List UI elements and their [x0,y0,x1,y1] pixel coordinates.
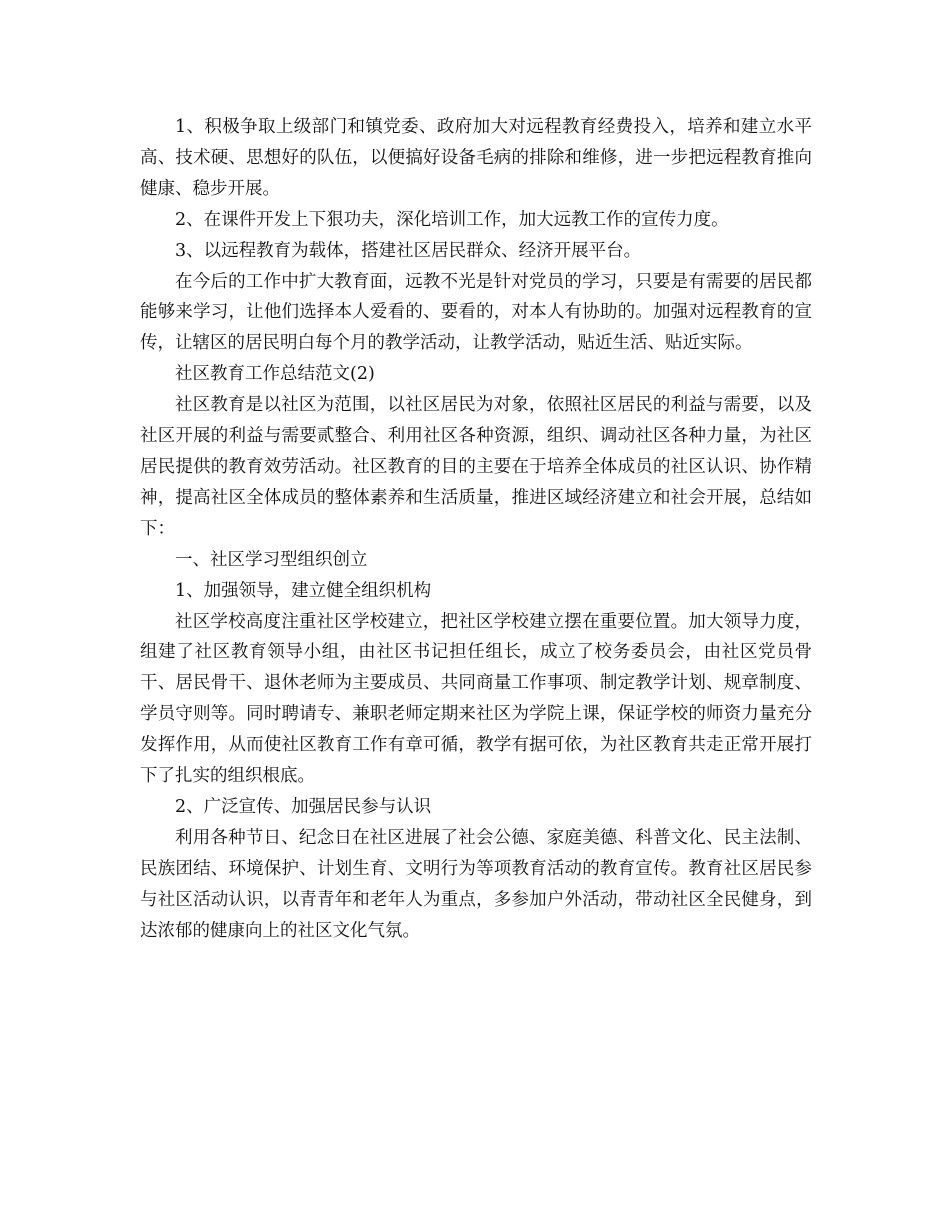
paragraph-intro: 社区教育是以社区为范围，以社区居民为对象，依照社区居民的利益与需要，以及社区开展的利益与需要贰整合、利用社区各种资源，组织、调动社区各种力量，为社区居民提供的教育效劳活动。社区教育的目的主要在于培养全体成员的社区认识、协作精神，提高社区全体成员的整体素养和生活质量，推进区域经济建立和社会开展，总结如下： [140,395,812,539]
paragraph-future-work: 在今后的工作中扩大教育面，远教不光是针对党员的学习，只要是有需要的居民都能够来学习，让他们选择本人爱看的、要看的，对本人有协助的。加强对远程教育的宣传，让辖区的居民明白每个月的教学活动，让教学活动，贴近生活、贴近实际。 [140,271,812,354]
paragraph-measure-3: 3、以远程教育为载体，搭建社区居民群众、经济开展平台。 [175,240,642,261]
heading-level-1: 一、社区学习型组织创立 [175,549,368,570]
document-body [140,112,812,946]
heading-level-2-publicity: 2、广泛宣传、加强居民参与认识 [175,796,432,817]
section-title: 社区教育工作总结范文(2) [175,364,375,385]
paragraph-measure-1: 1、积极争取上级部门和镇党委、政府加大对远程教育经费投入，培养和建立水平高、技术硬、思想好的队伍，以便搞好设备毛病的排除和维修，进一步把远程教育推向健康、稳步开展。 [140,117,812,199]
paragraph-publicity: 利用各种节日、纪念日在社区进展了社会公德、家庭美德、科普文化、民主法制、民族团结、环境保护、计划生育、文明行为等项教育活动的教育宣传。教育社区居民参与社区活动认识，以青青年和老年人为重点，多参加户外活动，带动社区全民健身，到达浓郁的健康向上的社区文化气氛。 [140,827,812,941]
heading-level-2-leadership: 1、加强领导，建立健全组织机构 [175,580,432,601]
paragraph-measure-2: 2、在课件开发上下狠功夫，深化培训工作，加大远教工作的宣传力度。 [175,209,729,230]
paragraph-leadership: 社区学校高度注重社区学校建立，把社区学校建立摆在重要位置。加大领导力度，组建了社区教育领导小组，由社区书记担任组长，成立了校务委员会，由社区党员骨干、居民骨干、退休老师为主要成员、共同商量工作事项、制定教学计划、规章制度、学员守则等。同时聘请专、兼职老师定期来社区为学院上课，保证学校的师资力量充分发挥作用，从而使社区教育工作有章可循，教学有据可依，为社区教育共走正常开展打下了扎实的组织根底。 [140,611,812,787]
